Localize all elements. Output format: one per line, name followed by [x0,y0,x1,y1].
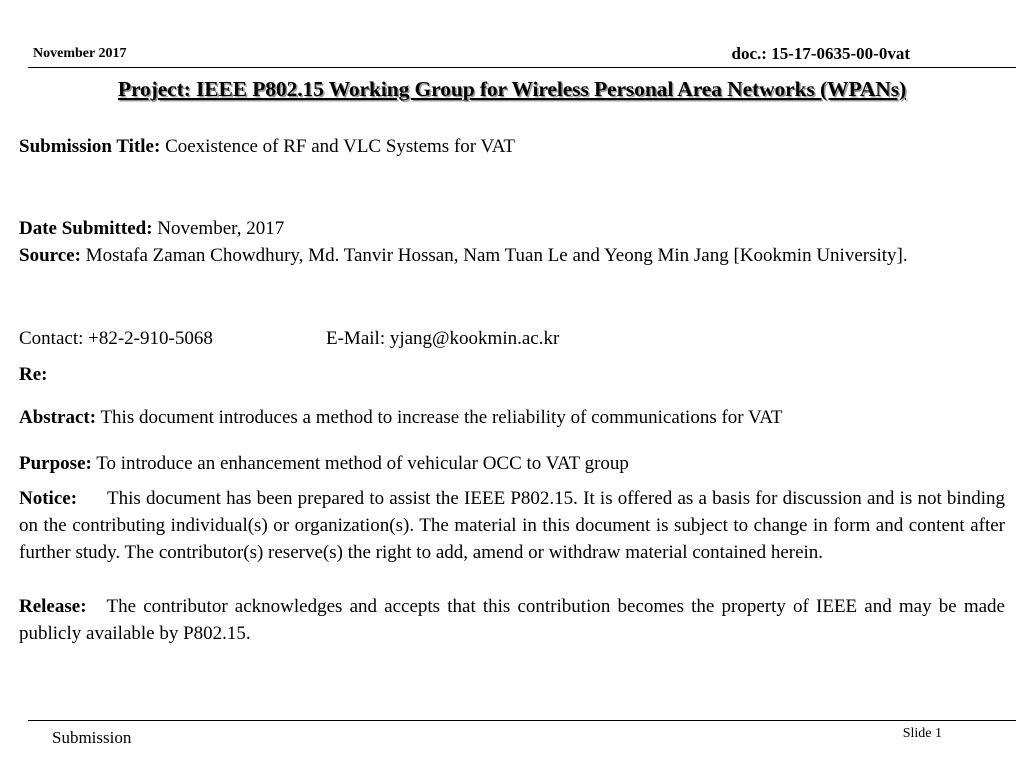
purpose-value: To introduce an enhancement method of vehicular OCC to VAT group [96,453,629,474]
submission-title-label: Submission Title: [19,136,161,157]
date-submitted-row [19,215,1005,242]
source-value: Mostafa Zaman Chowdhury, Md. Tanvir Hossan, Nam Tuan Le and Yeong Min Jang [Kookmin University]. [85,245,908,266]
re-row [19,361,1005,388]
date-submitted-label: Date Submitted: [19,218,153,239]
notice-paragraph [19,485,1005,566]
re-label: Re: [19,364,48,385]
header-doc-id: doc.: 15-17-0635-00-0vat [731,44,910,63]
footer-slide-number: Slide 1 [902,726,942,741]
source-row [19,242,1005,269]
release-value: The contributor acknowledges and accepts that this contribution becomes the property of IEEE and may be made publicly available by P802.15. [19,596,1005,644]
source-label: Source: [19,245,81,266]
abstract-row [19,404,1005,431]
purpose-row [19,450,1005,477]
abstract-value: This document introduces a method to increase the reliability of communications for VAT [100,407,783,428]
contact-email: E-Mail: yjang@kookmin.ac.kr [326,328,560,349]
contact-row [19,325,1005,352]
header-date: November 2017 [33,46,127,61]
contact-phone: Contact: +82-2-910-5068 [19,328,213,349]
project-title: Project: IEEE P802.15 Working Group for Wireless Personal Area Networks (WPANs) [117,77,907,101]
purpose-label: Purpose: [19,453,92,474]
release-paragraph [19,593,1005,647]
header-divider [28,67,1016,68]
notice-label: Notice: [19,488,78,509]
footer-divider [28,720,1016,721]
notice-value: This document has been prepared to assist the IEEE P802.15. It is offered as a basis for discussion and is not binding on the contributing individual(s) or organization(s). The material in this document is subject to change in form and content after further study. The contributor(s) reserve(s) the right to add, amend or withdraw material contained herein. [19,488,1005,563]
date-submitted-value: November, 2017 [157,218,285,239]
submission-title-value: Coexistence of RF and VLC Systems for VAT [165,136,515,157]
submission-title-row [19,133,1005,160]
release-label: Release: [19,596,87,617]
abstract-label: Abstract: [19,407,97,428]
footer-submission: Submission [52,728,132,747]
